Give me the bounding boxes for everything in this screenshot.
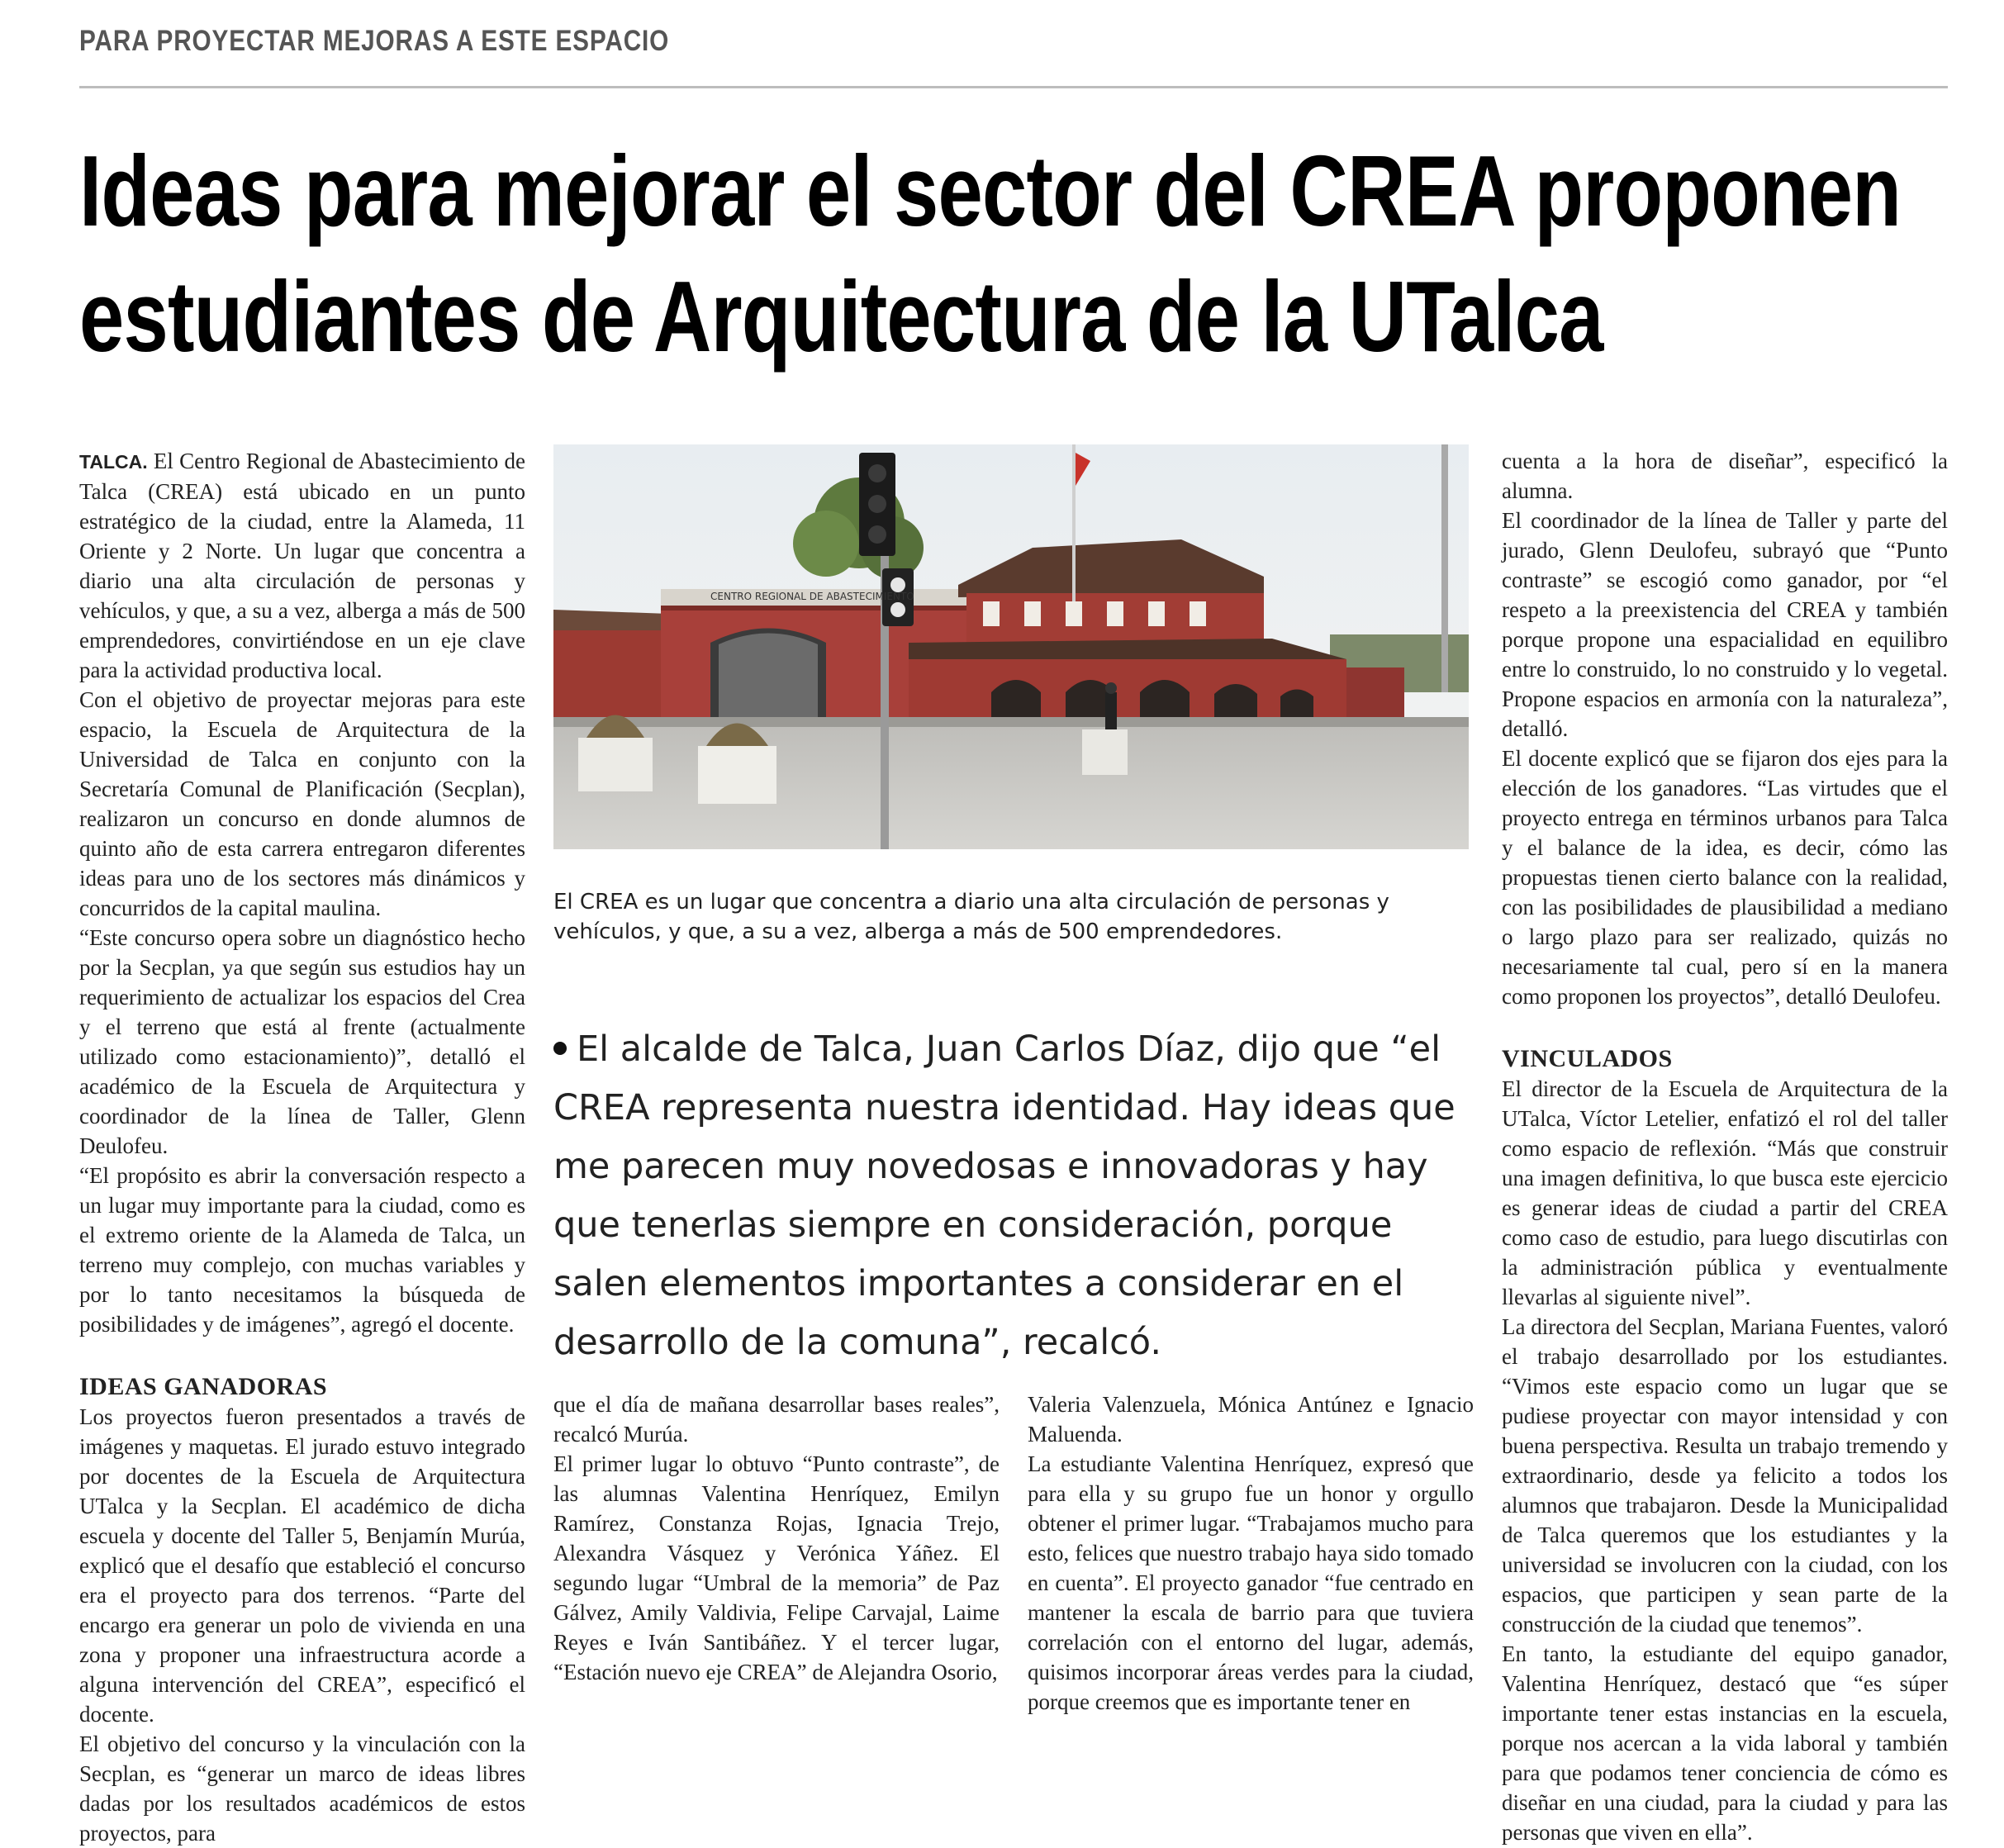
paragraph: “Este concurso opera sobre un diagnóstico hecho por la Secplan, ya que según sus estudios hay un requerimiento de actualizar los espacios del Crea y el terreno que está al frente (actualmente utilizado como estacionamiento)”, detalló el académico de la Escuela de Arquitectura y coordinador de la línea de Taller, Glenn Deulofeu. — [79, 925, 525, 1158]
bullet-icon — [553, 1042, 567, 1055]
section-kicker: PARA PROYECTAR MEJORAS A ESTE ESPACIO — [79, 25, 670, 57]
headline — [79, 128, 1901, 379]
paragraph: El director de la Escuela de Arquitectura de la UTalca, Víctor Letelier, enfatizó el rol del taller como espacio de reflexión. “Más que construir una imagen definitiva, lo que busca este ejercicio es generar ideas de ciudad a partir del CREA como caso de estudio, para luego discutirlas con la administración pública y eventualmente llevarlas al siguiente nivel”. — [1502, 1076, 1948, 1309]
paragraph: El coordinador de la línea de Taller y parte del jurado, Glenn Deulofeu, subrayó que “Punto contraste” se escogió como ganador, por “el respeto a la preexistencia del CREA y también porque propone una espacialidad en equilibro entre lo construido, lo no construido y lo vegetal. Propone espacios en armonía con la naturaleza”, detalló. — [1502, 508, 1948, 741]
article-column-4 — [1502, 446, 1948, 1847]
paragraph: El docente explicó que se fijaron dos ejes para la elección de los ganadores. “Las virtudes que el proyecto entrega en términos urbanos para Talca y el balance de la idea, es decir, cómo las propuestas tienen cierto balance con la realidad, con las posibilidades de plausibilidad a mediano o largo plazo para ser realizado, quizás no necesariamente tal cual, pero sí en la manera como proponen los proyectos”, detalló Deulofeu. — [1502, 746, 1948, 1009]
paragraph: La estudiante Valentina Henríquez, expresó que para ella y su grupo fue un honor y orgullo obtener el primer lugar. “Trabajamos mucho para esto, felices que nuestro trabajo haya sido tomado en cuenta”. El proyecto ganador “fue centrado en mantener la escala de barrio para que tuviera correlación con el entorno del lugar, además, quisimos incorporar áreas verdes para la ciudad, porque creemos que es importante tener en — [1028, 1451, 1474, 1714]
subhead-ideas-ganadoras: IDEAS GANADORAS — [79, 1373, 328, 1400]
headline-line-1: Ideas para mejorar el sector del CREA proponen — [79, 135, 1902, 247]
article-column-1 — [79, 446, 525, 1848]
headline-line-2: estudiantes de Arquitectura de la UTalca — [79, 260, 1603, 373]
building-sign-text: CENTRO REGIONAL DE ABASTECIMIENTO — [710, 591, 914, 602]
pull-quote-text: El alcalde de Talca, Juan Carlos Díaz, dijo que “el CREA representa nuestra identidad. Hay ideas que me parecen muy novedosas e innovadoras y hay que tenerlas siempre en consideración, porque salen elementos importantes a considerar en el desarrollo de la comuna”, recalcó. — [553, 1029, 1456, 1363]
paragraph: El objetivo del concurso y la vinculación con la Secplan, es “generar un marco de ideas libres dadas por los resultados académicos de estos proyectos, para — [79, 1732, 525, 1846]
photo-caption: El CREA es un lugar que concentra a diario una alta circulación de personas y vehículos, y que, a su a vez, alberga a más de 500 emprendedores. — [553, 890, 1389, 944]
paragraph: “El propósito es abrir la conversación respecto a un lugar muy importante para la ciudad, como es el extremo oriente de la Alameda de Talca, un terreno muy complejo, con muchas variables y por lo tanto necesitamos la búsqueda de posibilidades y de imágenes”, agregó el docente. — [79, 1163, 525, 1337]
paragraph: Los proyectos fueron presentados a través de imágenes y maquetas. El jurado estuvo integrado por docentes de la Escuela de Arquitectura UTalca y la Secplan. El académico de dicha escuela y docente del Taller 5, Benjamín Murúa, explicó que el desafío que estableció el concurso era el proyecto para dos terrenos. “Parte del encargo era generar un polo de vivienda en una zona y proponer una infraestructura acorde a alguna intervención del CREA”, especificó el docente. — [79, 1404, 525, 1727]
paragraph: TALCA. El Centro Regional de Abastecimiento de Talca (CREA) está ubicado en un punto estratégico de la ciudad, entre la Alameda, 11 Oriente y 2 Norte. Un lugar que concentra a diario una alta circulación de personas y vehículos, y que, a su a vez, alberga a más de 500 emprendedores, convirtiéndose en un eje clave para la actividad productiva local. — [79, 449, 525, 682]
paragraph: Con el objetivo de proyectar mejoras para este espacio, la Escuela de Arquitectura de la Universidad de Talca en conjunto con la Secretaría Comunal de Planificación (Secplan), realizaron un concurso en donde alumnos de quinto año de esta carrera entregaron diferentes ideas para uno de los sectores más dinámicos y concurridos de la capital maulina. — [79, 687, 525, 920]
paragraph: En tanto, la estudiante del equipo ganador, Valentina Henríquez, destacó que “es súper importante tener estas instancias en la escuela, porque nos acercan a la vida laboral y también para que podamos tener conciencia de cómo es diseñar en una ciudad, para la ciudad y para las personas que viven en ella”. — [1502, 1641, 1948, 1845]
article-column-2 — [553, 1390, 1000, 1687]
crea-building-photo — [553, 444, 1469, 849]
pull-quote — [553, 1020, 1472, 1372]
paragraph: cuenta a la hora de diseñar”, especificó la alumna. — [1502, 449, 1948, 503]
paragraph: que el día de mañana desarrollar bases reales”, recalcó Murúa. — [553, 1392, 1000, 1447]
article-column-3 — [1028, 1390, 1474, 1717]
paragraph: Valeria Valenzuela, Mónica Antúnez e Ignacio Maluenda. — [1028, 1392, 1474, 1447]
paragraph: El primer lugar lo obtuvo “Punto contraste”, de las alumnas Valentina Henríquez, Emilyn Ramírez, Constanza Rojas, Ignacia Trejo, Alexandra Vásquez y Verónica Yáñez. El segundo lugar “Umbral de la memoria” de Paz Gálvez, Amily Valdivia, Felipe Carvajal, Laime Reyes e Iván Santibáñez. Y el tercer lugar, “Estación nuevo eje CREA” de Alejandra Osorio, — [553, 1451, 1000, 1684]
kicker-rule — [79, 86, 1948, 88]
subhead-vinculados: VINCULADOS — [1502, 1045, 1673, 1072]
paragraph: La directora del Secplan, Mariana Fuentes, valoró el trabajo desarrollado por los estudiantes. “Vimos este espacio como un lugar que se pudiese proyectar con mayor intensidad y con buena perspectiva. Resulta un trabajo tremendo y extraordinario, desde ya felicito a todos los alumnos que trabajaron. Desde la Municipalidad de Talca queremos que los estudiantes y la universidad se involucren con la ciudad, con los espacios, que participen y sean parte de la construcción de la ciudad que tenemos”. — [1502, 1314, 1948, 1637]
dateline: TALCA. — [79, 451, 148, 473]
